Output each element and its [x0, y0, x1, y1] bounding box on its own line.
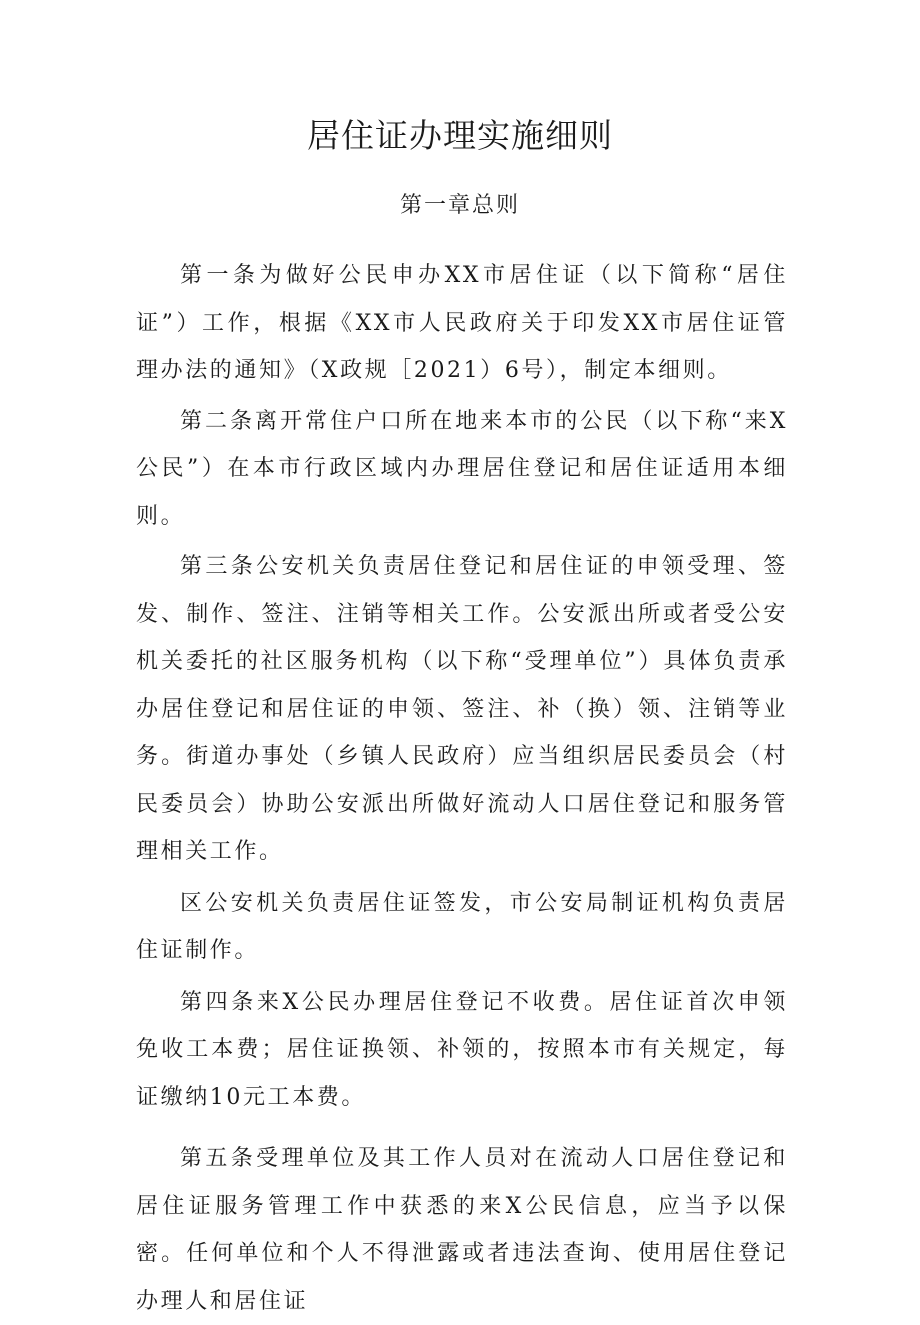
article-2-paragraph: 第二条离开常住户口所在地来本市的公民（以下称“来X公民”）在本市行政区域内办理居住登记和居住证适用本细则。: [136, 408, 788, 529]
article-5-paragraph: 第五条受理单位及其工作人员对在流动人口居住登记和居住证服务管理工作中获悉的来X公民信息，应当予以保密。任何单位和个人不得泄露或者违法查询、使用居住登记办理人和居住证: [136, 1146, 788, 1314]
chapter-heading: 第一章总则: [399, 193, 520, 218]
document-title: 居住证办理实施细则: [307, 116, 613, 155]
article-1-paragraph: 第一条为做好公民申办XX市居住证（以下简称“居住证”）工作，根据《XX市人民政府关于印发XX市居住证管理办法的通知》（X政规［2021）6号），制定本细则。: [136, 263, 788, 383]
article-3-continuation-paragraph: 区公安机关负责居住证签发，市公安局制证机构负责居住证制作。: [136, 890, 788, 963]
article-4-paragraph: 第四条来X公民办理居住登记不收费。居住证首次申领免收工本费；居住证换领、补领的，按照本市有关规定，每证缴纳10元工本费。: [136, 989, 788, 1110]
document-body: [136, 252, 788, 1325]
article-3-paragraph: 第三条公安机关负责居住登记和居住证的申领受理、签发、制作、签注、注销等相关工作。公安派出所或者受公安机关委托的社区服务机构（以下称“受理单位”）具体负责承办居住登记和居住证的申领、签注、补（换）领、注销等业务。街道办事处（乡镇人民政府）应当组织居民委员会（村民委员会）协助公安派出所做好流动人口居住登记和服务管理相关工作。: [136, 554, 788, 864]
